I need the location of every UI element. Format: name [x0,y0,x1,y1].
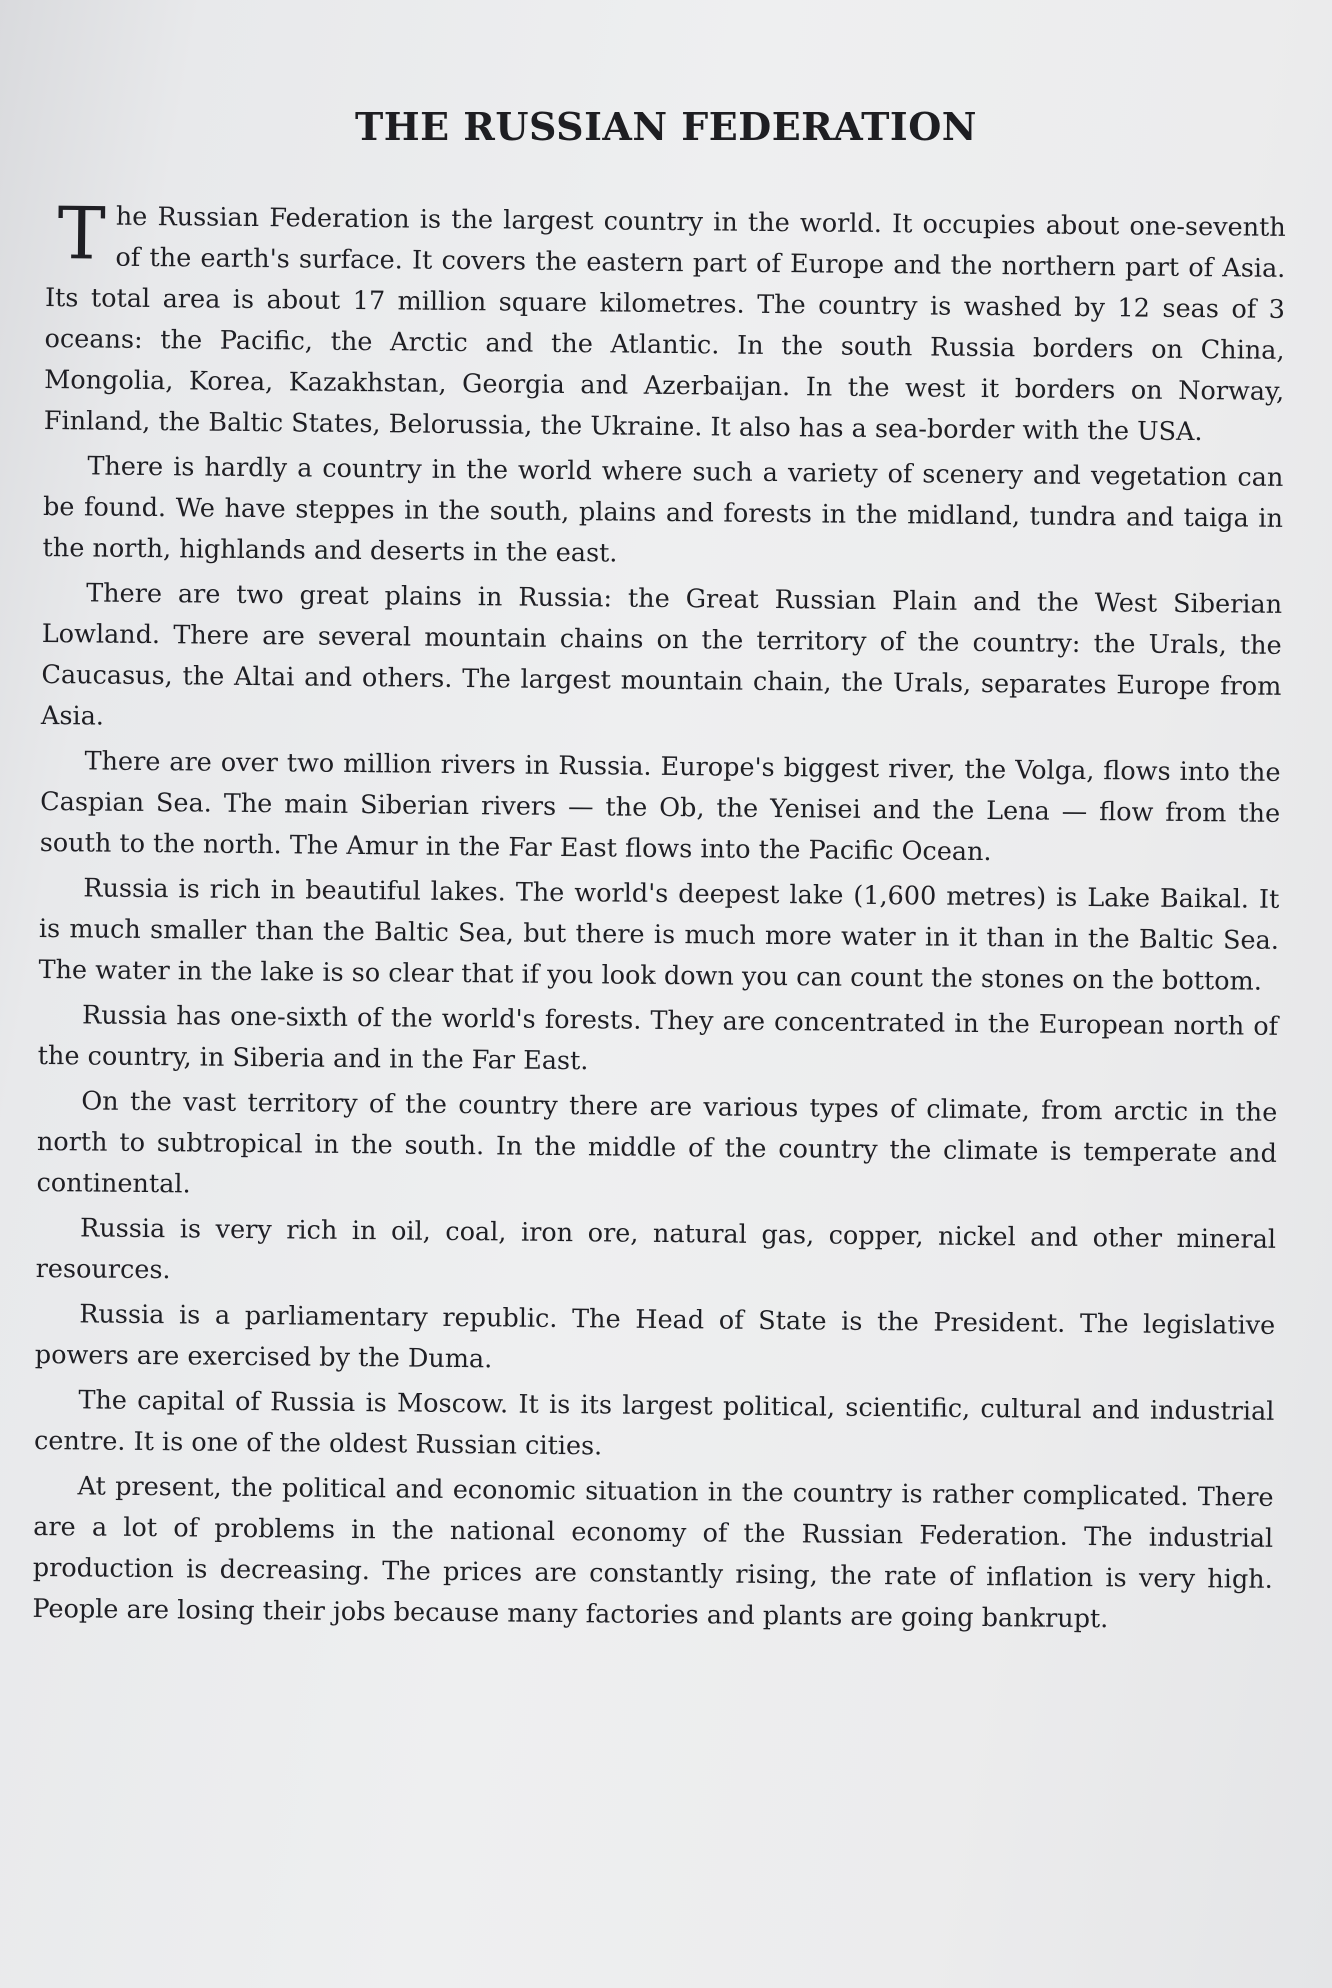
paragraph-forests: Russia has one-sixth of the world's forests. They are concentrated in the European north of the country, in Siberia and in the Far East. [37,1000,1279,1077]
paragraph-capital: The capital of Russia is Moscow. It is its largest political, scientific, cultural and industrial centre. It is one of the oldest Russian cities. [33,1385,1275,1462]
paragraph-scenery: There is hardly a country in the world where such a variety of scenery and vegetation can be found. We have steppes in the south, plains and forests in the midland, tundra and taiga in the north, highlands and deserts in the east. [42,451,1284,569]
paragraph-economy: At present, the political and economic situation in the country is rather complicated. There are a lot of problems in the national economy of the Russian Federation. The industrial production is decreasing. The prices are constantly rising, the rate of inflation is very high. People are losing their jobs because many factories and plants are going bankrupt. [32,1471,1274,1635]
article-body [32,191,1286,1646]
paragraph-lakes: Russia is rich in beautiful lakes. The world's deepest lake (1,600 metres) is Lake Baikal. It is much smaller than the Baltic Sea, but there is much more water in it than in the Baltic Sea. The water in the lake is so clear that if you look down you can count the stones on the bottom. [38,873,1280,997]
paragraph-plains-mountains: There are two great plains in Russia: the Great Russian Plain and the West Siberian Lowland. There are several mountain chains on the territory of the country: the Urals, the Caucasus, the Altai and others. The largest mountain chain, the Urals, separates Europe from Asia. [40,578,1283,732]
paragraph-resources: Russia is very rich in oil, coal, iron ore, natural gas, copper, nickel and other mineral resources. [35,1213,1277,1286]
paragraph-intro [43,191,1286,454]
paragraph-rivers: There are over two million rivers in Russia. Europe's biggest river, the Volga, flows into the Caspian Sea. The main Siberian rivers — the Ob, the Yenisei and the Lena — flow from the south to the north. The Amur in the Far East flows into the Pacific Ocean. [39,746,1281,868]
paragraph-climate: On the vast territory of the country there are various types of climate, from arctic in the north to subtropical in the south. In the middle of the country the climate is temperate and continental. [36,1086,1278,1200]
drop-cap: T [57,191,107,276]
paragraph-government: Russia is a parliamentary republic. The Head of State is the President. The legislative powers are exercised by the Duma. [34,1299,1276,1375]
page-title: THE RUSSIAN FEDERATION [354,104,978,149]
paragraph-intro-text: he Russian Federation is the largest country in the world. It occupies about one-seventh of the earth's surface. It covers the eastern part of Europe and the northern part of Asia. Its total area is about 17 million square kilometres. The country is washed by 12 seas of 3 oceans: the Pacific, the Arctic and the Atlantic. In the south Russia borders on China, Mongolia, Korea, Kazakhstan, Georgia and Azerbaijan. In the west it borders on Norway, Finland, the Baltic States, Belorussia, the Ukraine. It also has a sea-border with the USA. [43,201,1286,448]
